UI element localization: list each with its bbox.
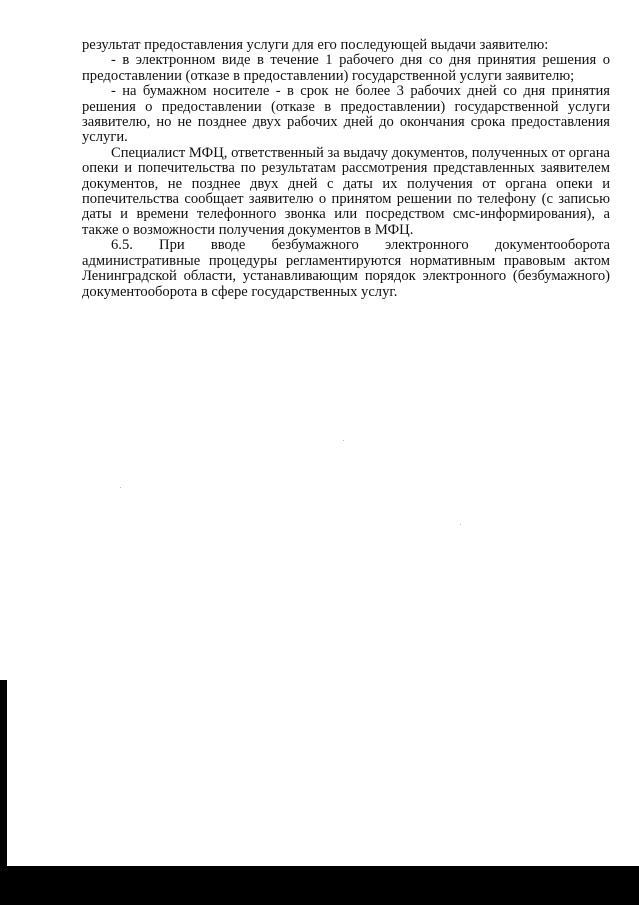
- paragraph-paper-form: - на бумажном носителе - в срок не более 3 рабочих дней со дня принятия решения о предоставлении (отказе в предоставлении) государственной услуги заявителю, но не позднее двух рабочих дней до окончания срока предоставления услуги.: [82, 83, 610, 146]
- paragraph-section-6-5: 6.5. При вводе безбумажного электронного документооборота административные процедуры регламентируются нормативным правовым актом Ленинградской области, устанавливающим порядок электронного (безбумажного) документооборота в сфере государственных услуг.: [82, 237, 610, 300]
- paragraph-mfc-specialist: Специалист МФЦ, ответственный за выдачу документов, полученных от органа опеки и попечительства по результатам рассмотрения представленных заявителем документов, не позднее двух дней с даты их получения от органа опеки и попечительства сообщает заявителю о принятом решении по телефону (с записью даты и времени телефонного звонка или посредством смс-информирования), а также о возможности получения документов в МФЦ.: [82, 144, 610, 238]
- scan-edge-bottom: [0, 866, 639, 905]
- scan-speck: [120, 487, 121, 488]
- scan-edge-left: [0, 680, 7, 870]
- document-body: [82, 38, 610, 300]
- paragraph-electronic-form: - в электронном виде в течение 1 рабочего дня со дня принятия решения о предоставлении (отказе в предоставлении) государственной услуги заявителю;: [82, 52, 610, 84]
- paragraph-result-delivery: результат предоставления услуги для его последующей выдачи заявителю:: [82, 37, 549, 53]
- scan-speck: [460, 524, 461, 525]
- scan-speck: [343, 440, 344, 441]
